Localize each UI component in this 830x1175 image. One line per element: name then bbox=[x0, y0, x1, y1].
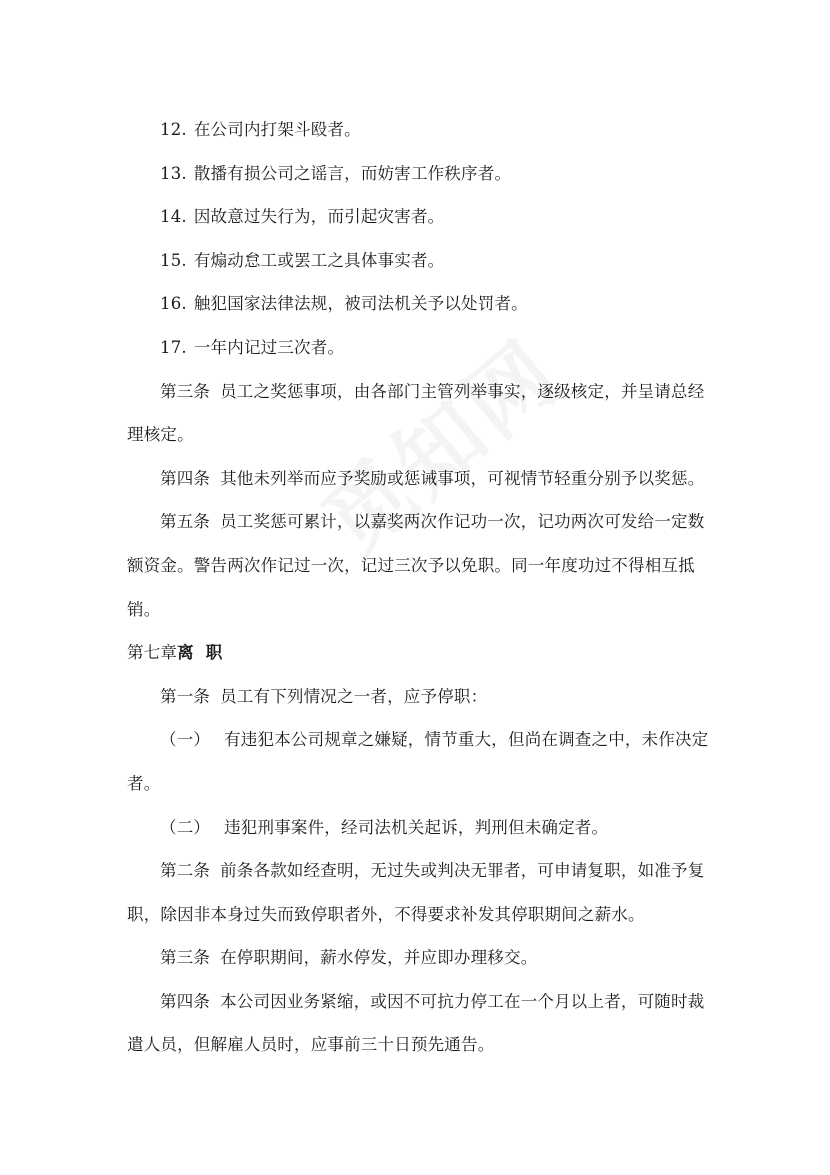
paragraph-line bbox=[127, 849, 707, 893]
article-label: 第四条 bbox=[160, 468, 211, 488]
article-4 bbox=[127, 457, 707, 501]
item-paren: （一） bbox=[160, 730, 211, 750]
item-text: 一年内记过三次者。 bbox=[193, 337, 345, 357]
paragraph-text: 员工奖惩可累计，以嘉奖两次作记功一次，记功两次可发给一定数 bbox=[220, 512, 705, 532]
item-number: 14. bbox=[160, 207, 187, 227]
paragraph-line bbox=[127, 675, 707, 719]
article-label: 第五条 bbox=[160, 512, 211, 532]
paragraph-text: 违犯刑事案件，经司法机关起诉，判刑但未确定者。 bbox=[224, 817, 609, 837]
paragraph-line bbox=[127, 806, 707, 850]
chapter7-article-1 bbox=[127, 675, 707, 719]
document-body bbox=[127, 108, 707, 1067]
item-number: 12. bbox=[160, 120, 187, 139]
article-label: 第三条 bbox=[160, 381, 211, 401]
list-item bbox=[127, 282, 707, 326]
article-label: 第二条 bbox=[160, 861, 211, 881]
paragraph-text: 有违犯本公司规章之嫌疑，情节重大，但尚在调查之中，未作决定 bbox=[224, 730, 709, 750]
item-number: 15. bbox=[160, 250, 187, 270]
chapter7-article-2 bbox=[127, 849, 707, 936]
item-number: 16. bbox=[160, 294, 187, 314]
paragraph-line bbox=[127, 370, 707, 414]
article-3 bbox=[127, 370, 707, 457]
article-label: 第三条 bbox=[160, 948, 211, 968]
paragraph-line: 者。 bbox=[127, 773, 161, 793]
chapter7-article-4 bbox=[127, 980, 707, 1067]
list-item bbox=[127, 239, 707, 283]
paragraph-line: 销。 bbox=[127, 599, 161, 619]
chapter-heading bbox=[127, 631, 707, 675]
paragraph-text: 前条各款如经查明，无过失或判决无罪者，可申请复职，如准予复 bbox=[220, 861, 705, 881]
item-text: 在公司内打架斗殴者。 bbox=[193, 120, 361, 139]
article-label: 第四条 bbox=[160, 991, 211, 1011]
paragraph-text: 本公司因业务紧缩，或因不可抗力停工在一个月以上者，可随时裁 bbox=[220, 991, 705, 1011]
paragraph-line bbox=[127, 500, 707, 544]
list-item bbox=[127, 108, 707, 152]
item-paren: （二） bbox=[160, 817, 211, 837]
item-number: 13. bbox=[160, 163, 187, 183]
item-text: 因故意过失行为，而引起灾害者。 bbox=[193, 207, 445, 227]
paragraph-line bbox=[127, 718, 707, 762]
paragraph-line: 额资金。警告两次作记过一次，记过三次予以免职。同一年度功过不得相互抵 bbox=[127, 555, 695, 575]
chapter-prefix: 第七章 bbox=[127, 643, 178, 663]
chapter-title: 离 职 bbox=[177, 643, 223, 663]
item-number: 17. bbox=[160, 337, 187, 357]
paragraph-line: 理核定。 bbox=[127, 425, 194, 445]
chapter7-item-2 bbox=[127, 806, 707, 850]
paragraph-text: 员工有下列情况之一者，应予停职： bbox=[220, 686, 488, 706]
paragraph-text: 其他未列举而应予奖励或惩诫事项，可视情节轻重分别予以奖惩。 bbox=[220, 468, 705, 488]
list-item bbox=[127, 326, 707, 370]
list-item bbox=[127, 195, 707, 239]
paragraph-line bbox=[127, 457, 707, 501]
article-label: 第一条 bbox=[160, 686, 211, 706]
paragraph-text: 员工之奖惩事项，由各部门主管列举事实，逐级核定，并呈请总经 bbox=[220, 381, 705, 401]
paragraph-line bbox=[127, 936, 707, 980]
paragraph-line bbox=[127, 980, 707, 1024]
chapter7-article-3 bbox=[127, 936, 707, 980]
item-text: 触犯国家法律法规，被司法机关予以处罚者。 bbox=[193, 294, 528, 314]
item-text: 散播有损公司之谣言，而妨害工作秩序者。 bbox=[193, 163, 512, 183]
list-item bbox=[127, 152, 707, 196]
item-text: 有煽动怠工或罢工之具体事实者。 bbox=[193, 250, 445, 270]
chapter7-item-1 bbox=[127, 718, 707, 805]
paragraph-line: 遣人员，但解雇人员时，应事前三十日预先通告。 bbox=[127, 1035, 495, 1055]
paragraph-text: 在停职期间，薪水停发，并应即办理移交。 bbox=[220, 948, 538, 968]
article-5 bbox=[127, 500, 707, 631]
paragraph-line: 职，除因非本身过失而致停职者外，不得要求补发其停职期间之薪水。 bbox=[127, 904, 645, 924]
